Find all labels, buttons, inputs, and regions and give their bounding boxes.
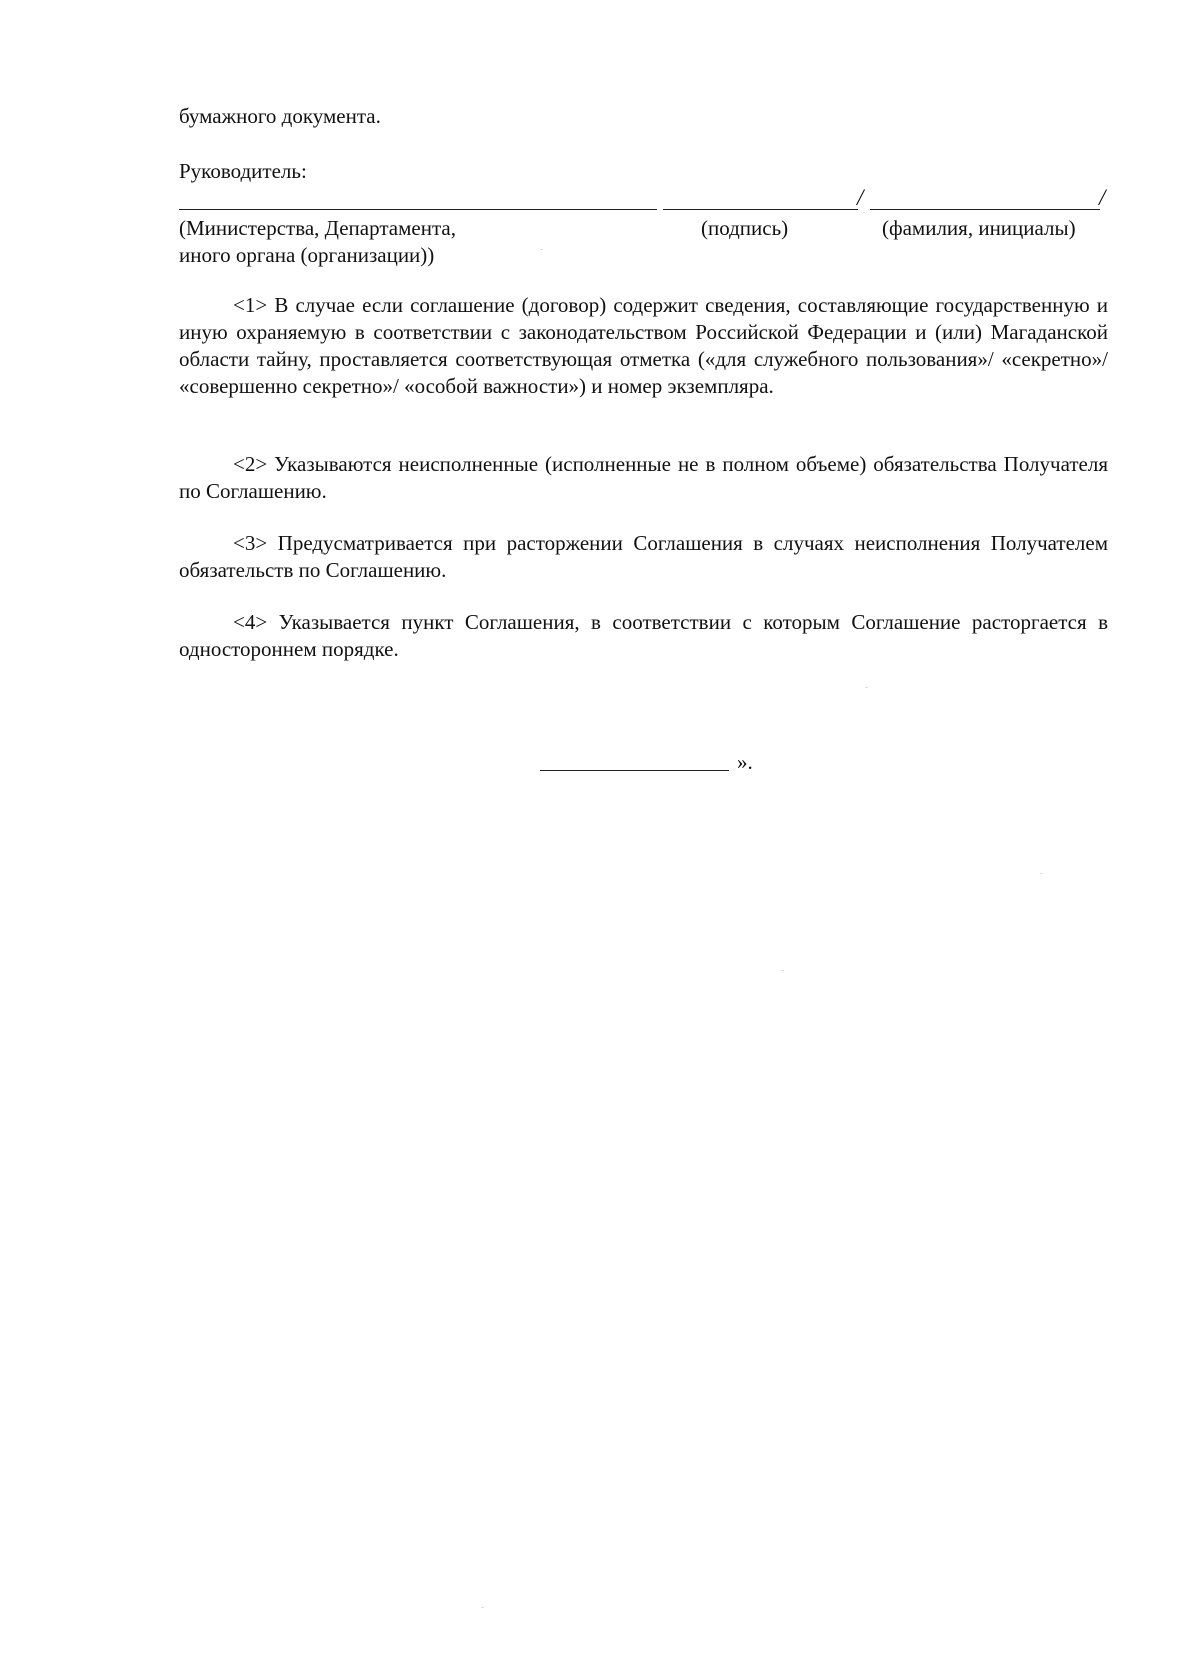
organization-blank-line: [179, 209, 657, 210]
caption-organization-line1: (Министерства, Департамента,: [179, 216, 456, 240]
slash-separator-1: /: [857, 185, 864, 210]
caption-name: (фамилия, инициалы): [882, 216, 1076, 240]
footnote-2: <2> Указываются неисполненные (исполненные не в полном объеме) обязательства Получателя по Соглашению.: [179, 452, 1108, 503]
caption-signature: (подпись): [701, 216, 789, 240]
signature-blank-line: [663, 209, 858, 210]
slash-separator-2: /: [1099, 185, 1106, 210]
scan-speck: [865, 687, 868, 688]
footnote-4: <4> Указывается пункт Соглашения, в соответствии с которым Соглашение расторгается в одностороннем порядке.: [179, 610, 1108, 661]
scan-speck: [1040, 873, 1043, 874]
scan-speck: [481, 1607, 484, 1608]
scan-speck: [540, 249, 543, 250]
footnote-3: <3> Предусматривается при расторжении Соглашения в случаях неисполнения Получателем обязательств по Соглашению.: [179, 531, 1108, 582]
caption-organization-line2: иного органа (организации)): [179, 243, 435, 267]
scan-speck: [781, 970, 784, 971]
closing-blank-line: [540, 770, 729, 771]
head-label: Руководитель:: [179, 159, 307, 183]
continuation-line: бумажного документа.: [179, 104, 381, 128]
footnote-1: <1> В случае если соглашение (договор) содержит сведения, составляющие государственную и иную охраняемую в соответствии с законодательством Российской Федерации и (или) Магаданской области тайну, проставляется соответствующая отметка («для служебного пользования»/ «секретно»/ «совершенно секретно»/ «особой важности») и номер экземпляра.: [179, 293, 1108, 398]
closing-quote-mark: ».: [737, 750, 753, 774]
name-blank-line: [870, 209, 1100, 210]
